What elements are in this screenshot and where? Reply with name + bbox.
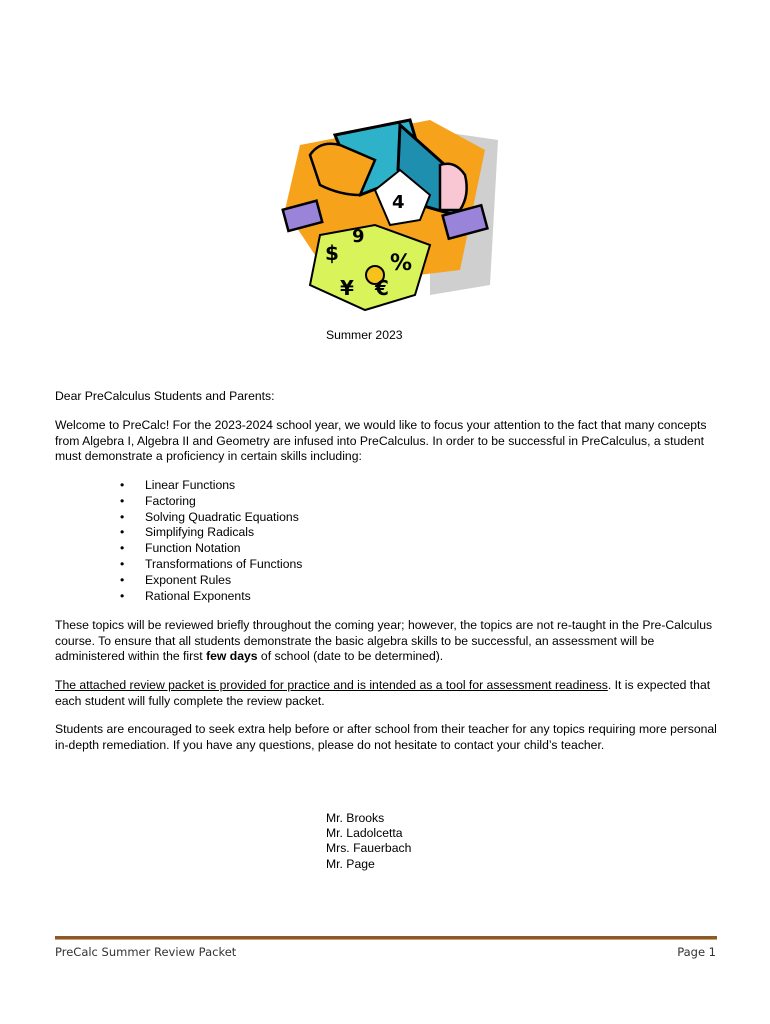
symbol-yen: ¥ (340, 276, 354, 300)
review-text-bold: few days (206, 649, 258, 663)
list-item: • Function Notation (120, 541, 302, 557)
symbol-dollar: $ (325, 241, 339, 265)
symbol-four: 4 (392, 192, 405, 213)
list-item: • Simplifying Radicals (120, 525, 302, 541)
review-text-before: These topics will be reviewed briefly throughout the coming year; however, the topics are not re-taught in the Pre-Calculus course. To ensure that all students demonstrate the basic algebra skills to be successful, an assessment will be administered within the first (55, 618, 713, 663)
symbol-euro: € (375, 276, 389, 300)
signature-name: Mr. Page (326, 856, 375, 871)
packet-text-rest: . It is expected that each student will fully complete the review packet. (55, 678, 711, 708)
intro-paragraph: Welcome to PreCalc! For the 2023-2024 school year, we would like to focus your attention to the fact that many concepts from Algebra I, Algebra II and Geometry are infused into PreCalculus. In order to be successful in PreCalculus, a student must demonstrate a proficiency in certain skills including: (55, 418, 707, 463)
symbol-nine: 9 (352, 226, 365, 247)
page-number: Page 1 (677, 945, 716, 959)
review-text-after: of school (date to be determined). (257, 649, 444, 663)
date-line: Summer 2023 (326, 328, 403, 342)
list-item: • Rational Exponents (120, 589, 302, 605)
list-item: • Linear Functions (120, 478, 302, 494)
help-paragraph: Students are encouraged to seek extra help before or after school from their teacher for any topics requiring more personal in-depth remediation. If you have any questions, please do not hesitate to contact your child’s teacher. (55, 722, 717, 752)
footer-divider (55, 936, 717, 940)
symbol-percent: % (390, 251, 413, 276)
packet-paragraph (55, 678, 720, 709)
packet-text-underlined: The attached review packet is provided for practice and is intended as a tool for assessment readiness (55, 678, 608, 692)
signature-name: Mrs. Fauerbach (326, 841, 412, 856)
list-item: • Factoring (120, 494, 302, 510)
signature-block (326, 811, 411, 872)
topic-list (120, 478, 302, 604)
list-item: • Transformations of Functions (120, 557, 302, 573)
footer-title: PreCalc Summer Review Packet (55, 945, 237, 959)
list-item: • Exponent Rules (120, 573, 302, 589)
salutation: Dear PreCalculus Students and Parents: (55, 389, 275, 403)
review-paragraph (55, 618, 720, 665)
signature-name: Mr. Brooks (326, 811, 385, 825)
math-book-clipart (280, 110, 500, 320)
signature-name: Mr. Ladolcetta (326, 826, 403, 841)
list-item: • Solving Quadratic Equations (120, 510, 302, 526)
